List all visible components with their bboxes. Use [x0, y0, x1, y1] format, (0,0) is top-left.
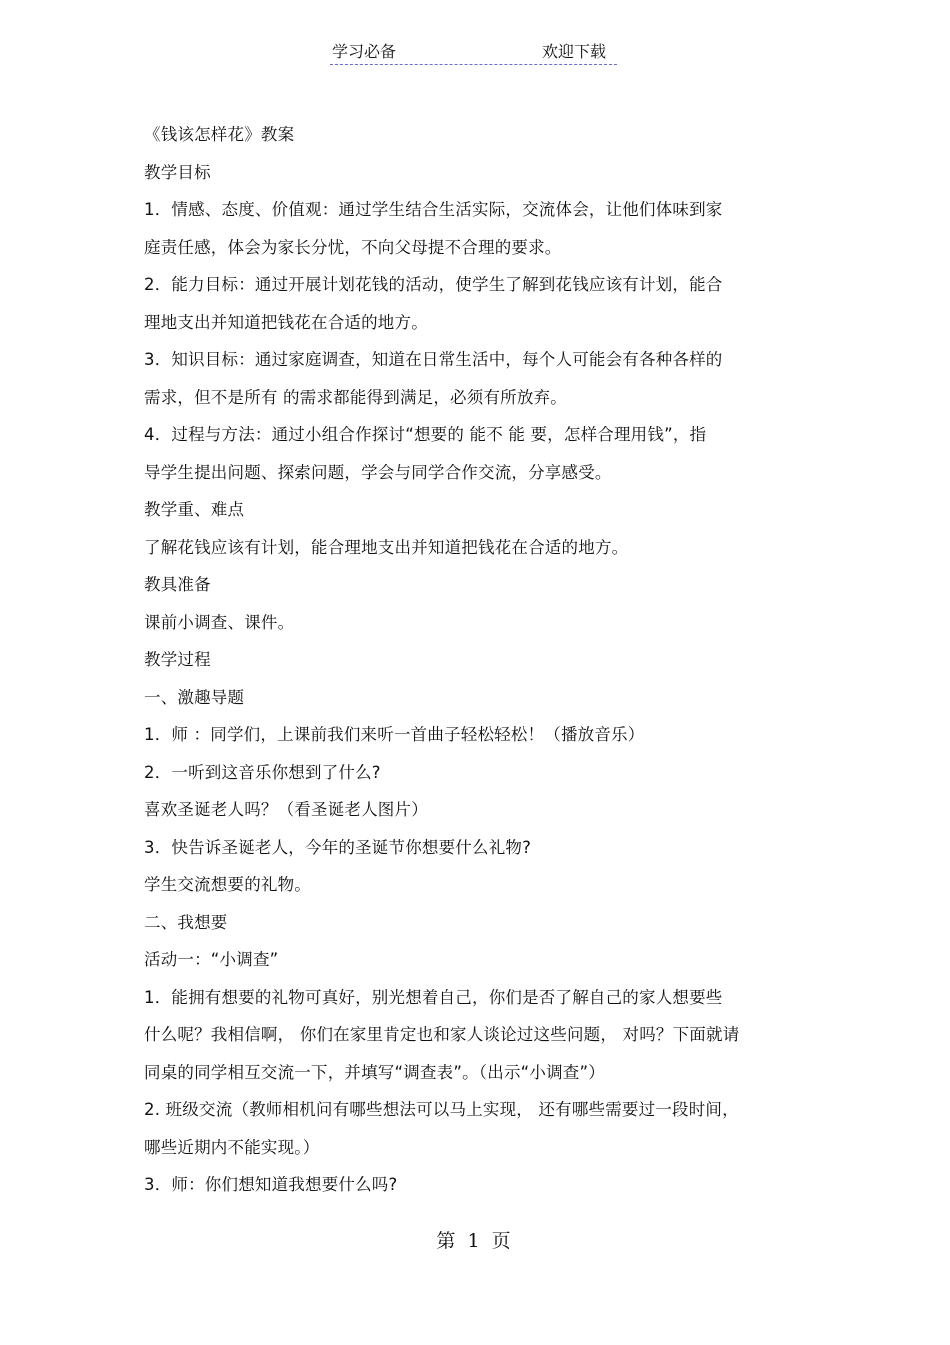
paragraph-line: 哪些近期内不能实现。）	[144, 1137, 320, 1157]
document-body	[144, 116, 804, 1204]
paragraph-line: 了解花钱应该有计划，能合理地支出并知道把钱花在合适的地方。	[144, 537, 629, 557]
paragraph-line: 3．师：你们想知道我想要什么吗?	[144, 1175, 398, 1194]
paragraph-line: 2．能力目标：通过开展计划花钱的活动，使学生了解到花钱应该有计划，能合	[144, 275, 723, 294]
paragraph-line: 4．过程与方法：通过小组合作探讨“想要的 能不 能 要，怎样合理用钱”，指	[144, 425, 707, 444]
section-heading: 教学目标	[144, 162, 211, 182]
header-right-text: 欢迎下载	[542, 42, 607, 61]
subsection-heading: 二、我想要	[144, 912, 228, 932]
paragraph-line: 什么呢？我相信啊， 你们在家里肯定也和家人谈论过这些问题， 对吗？下面就请	[144, 1025, 740, 1044]
paragraph-line: 庭责任感，体会为家长分忧，不向父母提不合理的要求。	[144, 237, 562, 257]
subsection-heading: 一、激趣导题	[144, 687, 245, 707]
section-heading: 教具准备	[144, 575, 211, 594]
paragraph-line: 1．情感、态度、价值观：通过学生结合生活实际，交流体会，让他们体味到家	[144, 200, 723, 219]
section-heading: 教学重、难点	[144, 500, 245, 519]
paragraph-line: 1．师 ：同学们，上课前我们来听一首曲子轻松轻松！（播放音乐）	[144, 725, 645, 744]
page-number: 第 1 页	[436, 1230, 514, 1252]
paragraph-line: 同桌的同学相互交流一下，并填写“调查表”。（出示“小调查”）	[144, 1062, 605, 1082]
activity-heading: 活动一：“小调查”	[144, 950, 279, 969]
paragraph-line: 2. 班级交流（教师相机问有哪些想法可以马上实现， 还有哪些需要过一段时间，	[144, 1100, 739, 1119]
paragraph-line: 喜欢圣诞老人吗？（看圣诞老人图片）	[144, 800, 428, 819]
paragraph-line: 3．快告诉圣诞老人，今年的圣诞节你想要什么礼物?	[144, 837, 532, 857]
paragraph-line: 学生交流想要的礼物。	[144, 875, 311, 894]
paragraph-line: 理地支出并知道把钱花在合适的地方。	[144, 312, 428, 332]
document-title: 《钱该怎样花》教案	[144, 125, 295, 144]
paragraph-line: 需求，但不是所有 的需求都能得到满足，必须有所放弃。	[144, 387, 567, 407]
page-header	[330, 40, 617, 65]
paragraph-line: 课前小调查、课件。	[144, 612, 295, 632]
paragraph-line: 1．能拥有想要的礼物可真好，别光想着自己，你们是否了解自己的家人想要些	[144, 987, 723, 1007]
header-left-text: 学习必备	[332, 42, 397, 61]
paragraph-line: 2．一听到这音乐你想到了什么?	[144, 762, 381, 782]
section-heading: 教学过程	[144, 650, 211, 669]
paragraph-line: 导学生提出问题、探索问题，学会与同学合作交流，分享感受。	[144, 462, 612, 482]
paragraph-line: 3．知识目标：通过家庭调查，知道在日常生活中，每个人可能会有各种各样的	[144, 350, 723, 369]
